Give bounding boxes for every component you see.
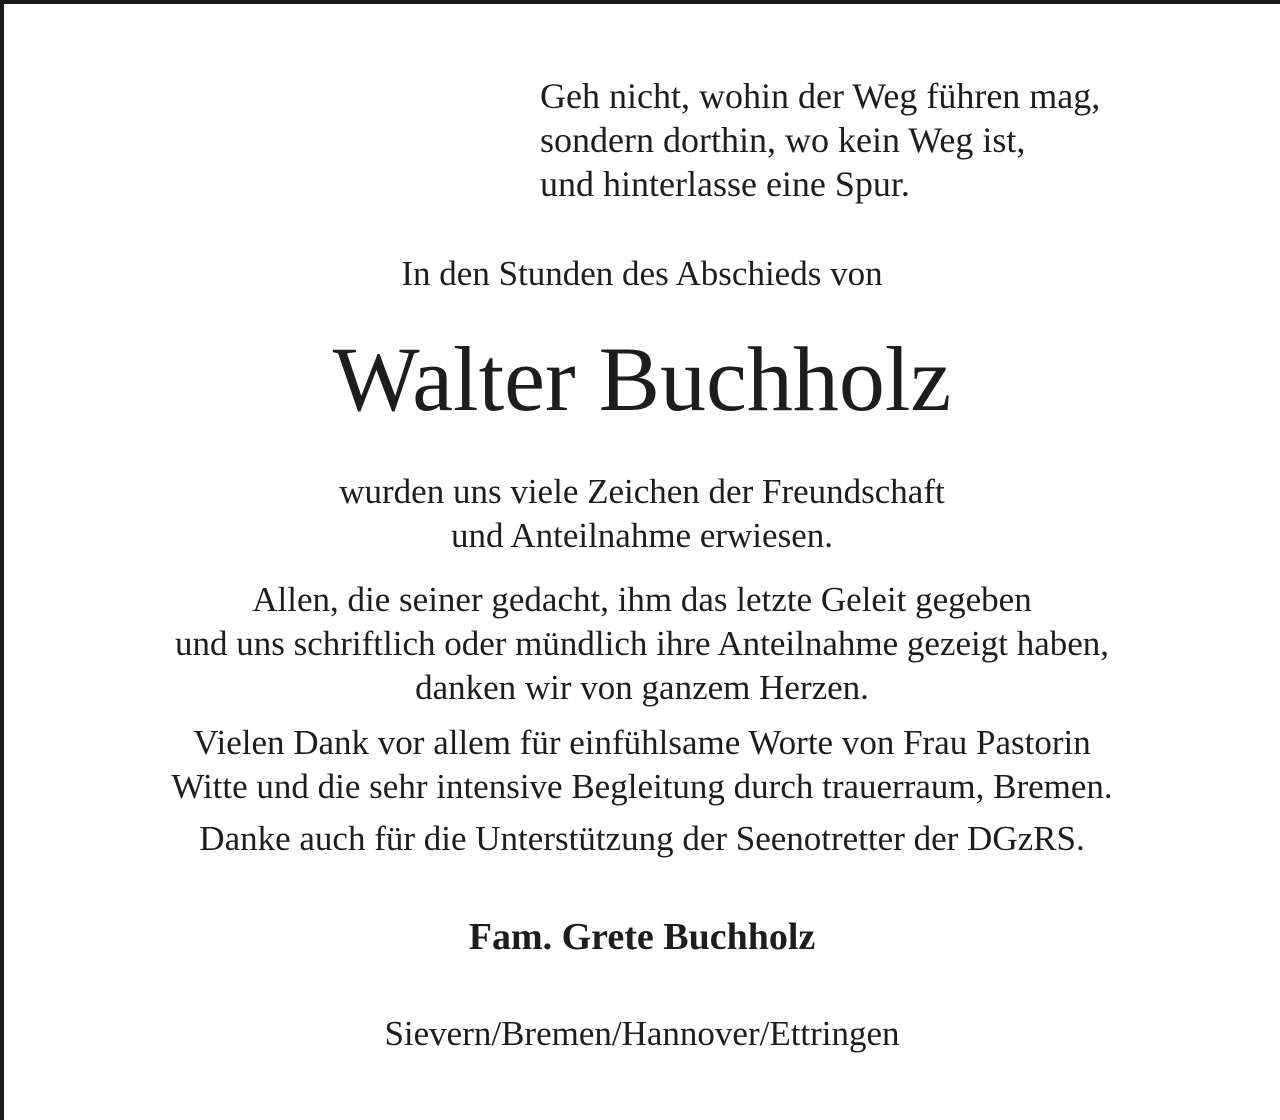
paragraph-line: wurden uns viele Zeichen der Freundschaft <box>339 472 945 511</box>
paragraph-line: Witte und die sehr intensive Begleitung durch trauerraum, Bremen. <box>171 767 1113 806</box>
intro-text: In den Stunden des Abschieds von <box>401 254 883 293</box>
paragraph-rescuers <box>4 817 1280 861</box>
paragraph-line: und Anteilnahme erwiesen. <box>451 516 833 555</box>
paragraph-pastor <box>4 721 1280 809</box>
poem-line: sondern dorthin, wo kein Weg ist, <box>540 120 1026 160</box>
paragraph-line: und uns schriftlich oder mündlich ihre Anteilnahme gezeigt haben, <box>174 624 1110 663</box>
places-line: Sievern/Bremen/Hannover/Ettringen <box>384 1014 900 1053</box>
paragraph-line: Allen, die seiner gedacht, ihm das letzte Geleit gegeben <box>252 580 1032 619</box>
paragraph-thanks <box>4 578 1280 710</box>
paragraph-line: Danke auch für die Unterstützung der Seenotretter der DGzRS. <box>199 819 1085 858</box>
poem-line: und hinterlasse eine Spur. <box>540 164 910 204</box>
paragraph-line: danken wir von ganzem Herzen. <box>415 668 869 707</box>
poem-line: Geh nicht, wohin der Weg führen mag, <box>540 76 1101 116</box>
paragraph-line: Vielen Dank vor allem für einfühlsame Worte von Frau Pastorin <box>193 723 1091 762</box>
family-signature: Fam. Grete Buchholz <box>468 916 816 958</box>
poem-quote <box>540 74 1100 206</box>
paragraph-friendship <box>4 470 1280 558</box>
deceased-name: Walter Buchholz <box>332 328 952 430</box>
